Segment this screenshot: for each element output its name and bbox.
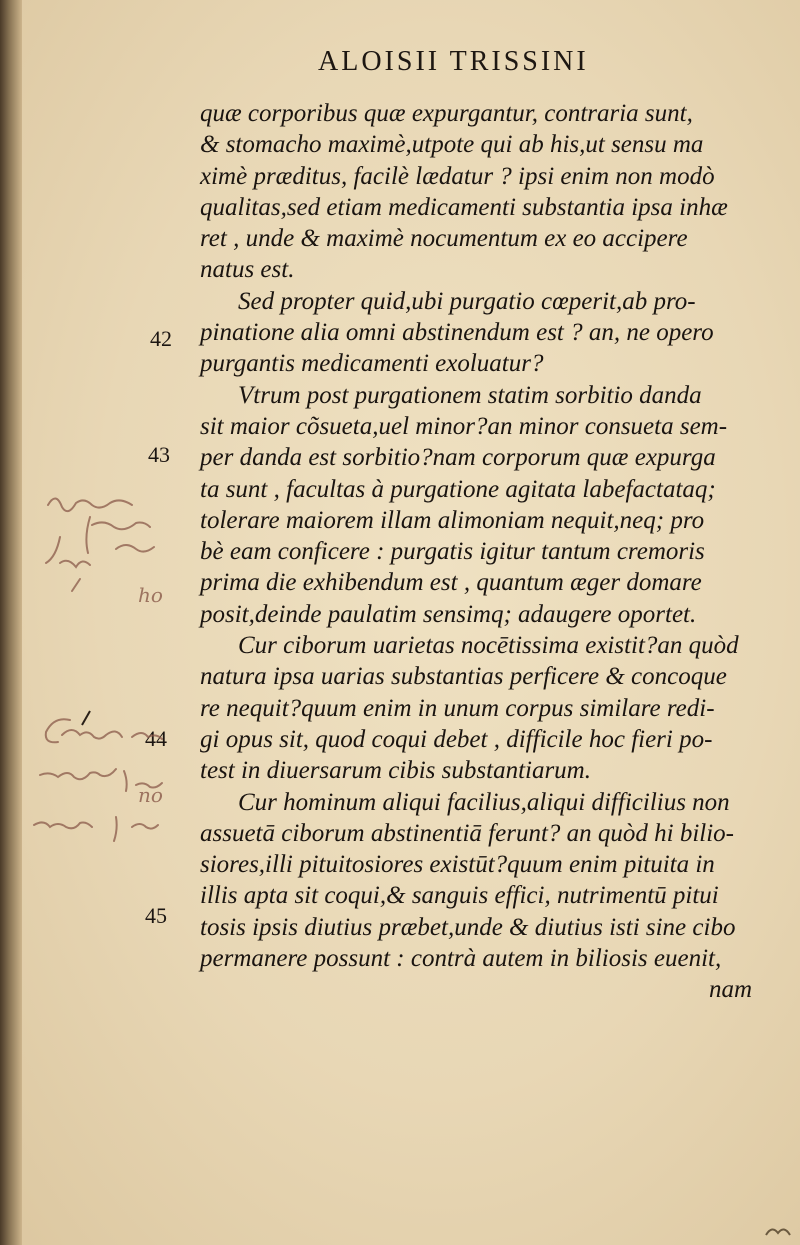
marginal-note: ho — [138, 583, 163, 607]
text-line: assuetā ciborum abstinentiā ferunt? an quòd hi bilio- — [200, 819, 735, 847]
text-line: test in diuersarum cibis substantiarum. — [200, 757, 591, 785]
section-number-43: 43 — [148, 442, 170, 467]
running-header: ALOISII TRISSINI — [318, 46, 589, 77]
text-line: natura ipsa uarias substantias perficere & concoque — [200, 663, 727, 691]
text-line: Vtrum post purgationem statim sorbitio danda — [238, 381, 702, 409]
text-line: natus est. — [200, 256, 295, 284]
text-line: bè eam conficere : purgatis igitur tantum cremoris — [200, 538, 705, 566]
text-line: tolerare maiorem illam alimoniam nequit,neq; pro — [200, 506, 705, 534]
text-line: sit maior cõsueta,uel minor?an minor consueta sem- — [200, 412, 728, 440]
section-number-44: 44 — [145, 726, 167, 751]
text-line: tosis ipsis diutius præbet,unde & diutius isti sine cibo — [200, 913, 736, 941]
page-stain-icon — [764, 1223, 792, 1239]
text-line: pinatione alia omni abstinendum est ? an, ne opero — [200, 319, 714, 347]
text-line: illis apta sit coqui,& sanguis effici, nutrimentū pitui — [200, 882, 719, 910]
text-line: posit,deinde paulatim sensimq; adaugere oportet. — [200, 600, 697, 628]
text-line: purgantis medicamenti exoluatur? — [200, 350, 544, 378]
handwritten-marginalia — [20, 475, 195, 875]
text-line: qualitas,sed etiam medicamenti substantia ipsa inhæ — [200, 193, 728, 221]
text-line: per danda est sorbitio?nam corporum quæ expurga — [200, 444, 716, 472]
text-line: Sed propter quid,ubi purgatio cœperit,ab pro- — [238, 287, 696, 315]
text-line: ret , unde & maximè nocumentum ex eo accipere — [200, 225, 688, 253]
text-line: gi opus sit, quod coqui debet , difficile hoc fieri po- — [200, 725, 713, 753]
text-line: permanere possunt : contrà autem in biliosis euenit, — [200, 945, 722, 973]
text-line: & stomacho maximè,utpote qui ab his,ut sensu ma — [200, 131, 704, 159]
text-line: re nequit?quum enim in unum corpus similare redi- — [200, 694, 715, 722]
binding-gutter — [0, 0, 22, 1245]
text-line: quæ corporibus quæ expurgantur, contraria sunt, — [200, 100, 693, 127]
text-line: prima die exhibendum est , quantum æger domare — [200, 569, 702, 597]
marginal-note: no — [138, 783, 163, 807]
text-line: Cur ciborum uarietas nocētissima existit?an quòd — [238, 632, 739, 660]
section-number-45: 45 — [145, 903, 167, 928]
marginalia-scrawl-icon — [20, 475, 195, 875]
text-line: ximè præditus, facilè lædatur ? ipsi enim non modò — [200, 162, 715, 190]
text-line: siores,illi pituitosiores existūt?quum enim pituita in — [200, 851, 715, 879]
text-line: Cur hominum aliqui facilius,aliqui difficilius non — [238, 788, 730, 816]
page-body — [200, 98, 770, 1006]
catchword: nam — [708, 976, 752, 1004]
section-number-42: 42 — [150, 326, 172, 351]
text-line: ta sunt , facultas à purgatione agitata labefactataq; — [200, 475, 716, 503]
